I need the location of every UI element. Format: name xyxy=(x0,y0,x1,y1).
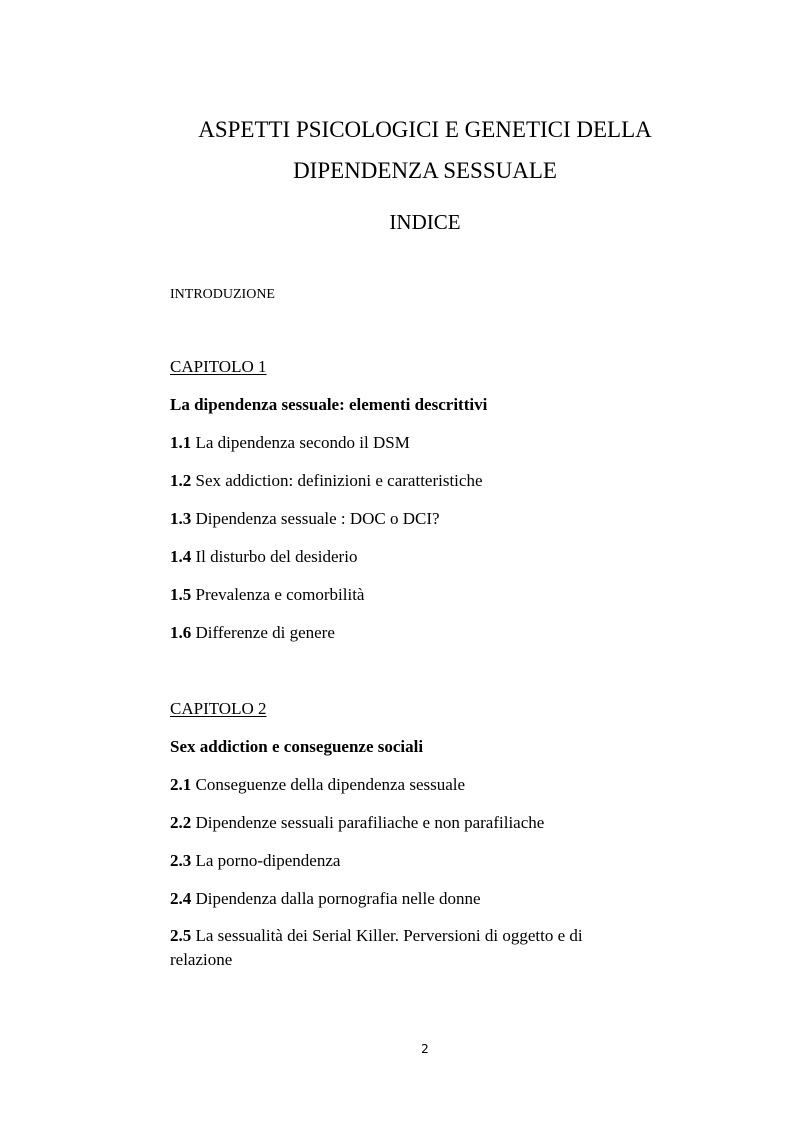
toc-entry-text: Dipendenza dalla pornografia nelle donne xyxy=(195,889,481,908)
toc-entry-text: Conseguenze della dipendenza sessuale xyxy=(195,775,466,794)
toc-entry-text: Dipendenze sessuali parafiliache e non parafiliache xyxy=(195,813,545,832)
document-title-line-1: ASPETTI PSICOLOGICI E GENETICI DELLA xyxy=(198,117,652,142)
toc-entry-number: 1.4 xyxy=(170,547,192,566)
toc-entry-text: Il disturbo del desiderio xyxy=(195,547,358,566)
toc-entry-1-2 xyxy=(170,472,483,489)
toc-entry-number: 1.2 xyxy=(170,471,192,490)
toc-entry-1-6 xyxy=(170,624,335,641)
toc-entry-1-1 xyxy=(170,434,410,451)
toc-entry-2-1 xyxy=(170,776,465,793)
chapter-1-title: La dipendenza sessuale: elementi descrittivi xyxy=(170,395,488,414)
toc-entry-number: 1.6 xyxy=(170,623,192,642)
toc-entry-1-4 xyxy=(170,548,357,565)
toc-entry-text: Differenze di genere xyxy=(195,623,335,642)
toc-entry-number: 2.5 xyxy=(170,926,192,945)
toc-entry-number: 2.1 xyxy=(170,775,192,794)
toc-entry-number: 1.5 xyxy=(170,585,192,604)
index-heading: INDICE xyxy=(389,210,461,234)
toc-entry-1-3 xyxy=(170,510,440,527)
chapter-2-title: Sex addiction e conseguenze sociali xyxy=(170,737,424,756)
page-number: 2 xyxy=(421,1042,429,1056)
toc-entry-number: 2.2 xyxy=(170,813,192,832)
toc-entry-number: 2.3 xyxy=(170,851,192,870)
toc-entry-number: 1.1 xyxy=(170,433,192,452)
toc-entry-number: 1.3 xyxy=(170,509,192,528)
document-title-line-2: DIPENDENZA SESSUALE xyxy=(293,158,557,183)
toc-entry-1-5 xyxy=(170,586,364,603)
toc-entry-2-2 xyxy=(170,814,544,831)
toc-entry-2-5 xyxy=(170,924,640,972)
toc-entry-text: Dipendenza sessuale : DOC o DCI? xyxy=(195,509,440,528)
introduction-entry: INTRODUZIONE xyxy=(170,287,275,302)
chapter-1-label: CAPITOLO 1 xyxy=(170,357,267,376)
toc-entry-2-4 xyxy=(170,890,481,907)
toc-entry-number: 2.4 xyxy=(170,889,192,908)
toc-entry-2-3 xyxy=(170,852,340,869)
toc-entry-text: Prevalenza e comorbilità xyxy=(195,585,365,604)
toc-entry-text: La dipendenza secondo il DSM xyxy=(195,433,410,452)
toc-entry-text: La sessualità dei Serial Killer. Perversioni di oggetto e di relazione xyxy=(170,926,583,969)
toc-entry-text: Sex addiction: definizioni e caratteristiche xyxy=(195,471,483,490)
chapter-2-label: CAPITOLO 2 xyxy=(170,699,267,718)
toc-entry-text: La porno-dipendenza xyxy=(195,851,341,870)
